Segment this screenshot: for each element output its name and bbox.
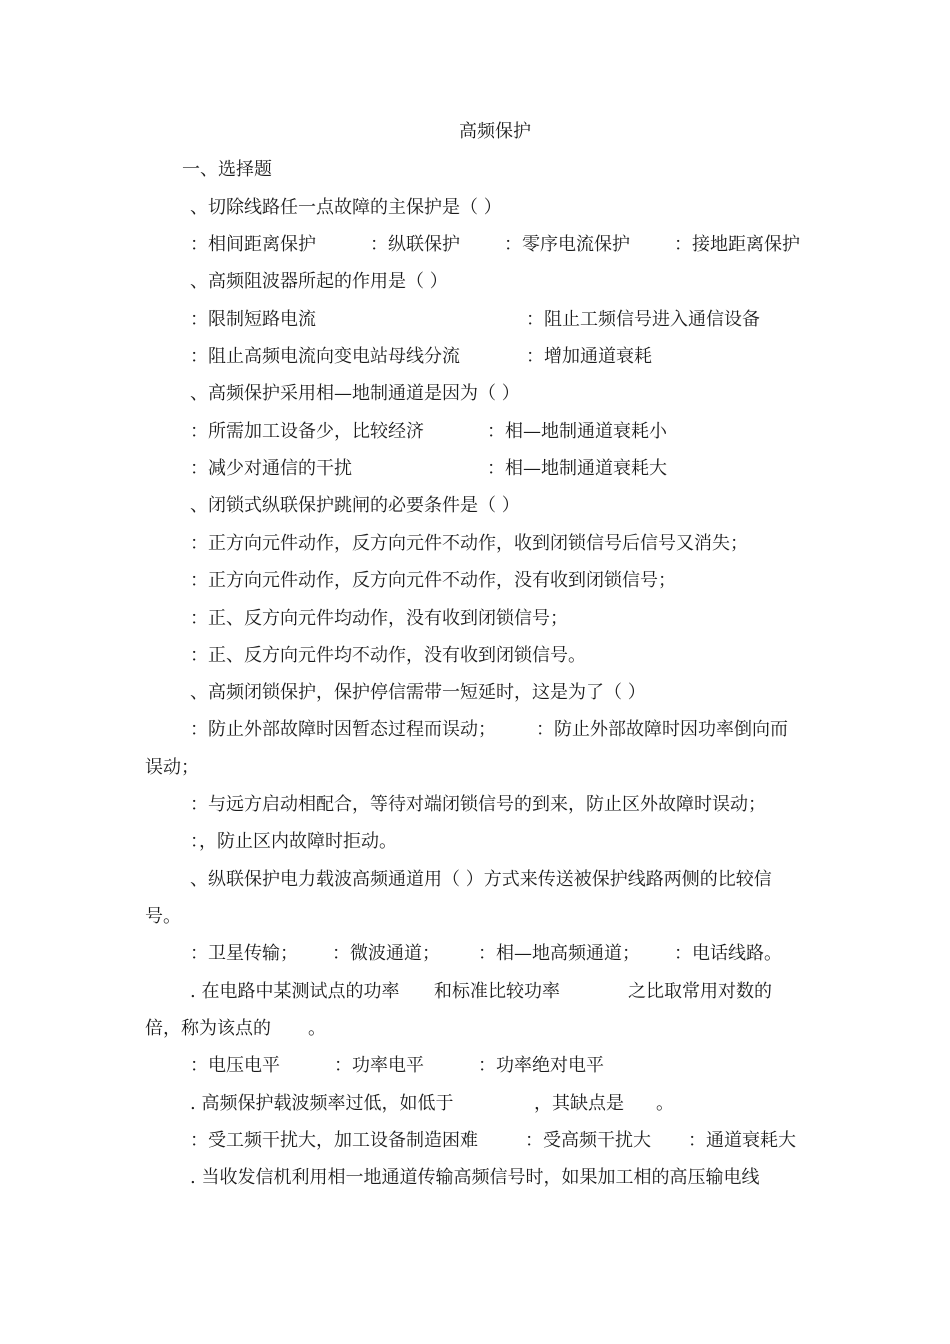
q7-option-b: ：功率电平 xyxy=(334,1055,424,1076)
q5-option-b: ：防止外部故障时因功率倒向而 xyxy=(536,719,788,740)
question-7-continued: 倍，称为该点的 xyxy=(145,1018,271,1039)
question-7-part-c: 之比取常用对数的 xyxy=(628,981,772,1002)
section-heading: 一、选择题 xyxy=(182,159,272,180)
q4-option-b: ：正方向元件动作，反方向元件不动作，没有收到闭锁信号； xyxy=(190,570,676,591)
q6-option-d: ：电话线路。 xyxy=(674,943,782,964)
question-2: 、高频阻波器所起的作用是（ ） xyxy=(190,271,448,292)
question-3: 、高频保护采用相—地制通道是因为（ ） xyxy=(190,383,520,404)
question-9: . 当收发信机利用相一地通道传输高频信号时，如果加工相的高压输电线 xyxy=(190,1167,760,1188)
question-7-part-b: 和标准比较功率 xyxy=(434,981,560,1002)
q2-option-d: ：增加通道衰耗 xyxy=(526,346,652,367)
q6-option-c: ：相—地高频通道； xyxy=(478,943,640,964)
q8-option-a: ：受工频干扰大，加工设备制造困难 xyxy=(190,1130,478,1151)
q1-option-a: ：相间距离保护 xyxy=(190,234,316,255)
q3-option-c: ：减少对通信的干扰 xyxy=(190,458,352,479)
q1-option-b: ：纵联保护 xyxy=(370,234,460,255)
q8-option-b: ：受高频干扰大 xyxy=(525,1130,651,1151)
question-6: 、纵联保护电力载波高频通道用（ ）方式来传送被保护线路两侧的比较信 xyxy=(190,869,772,890)
q8-option-c: ：通道衰耗大 xyxy=(688,1130,796,1151)
question-8: . 高频保护载波频率过低，如低于 xyxy=(190,1093,454,1114)
question-5: 、高频闭锁保护，保护停信需带一短延时，这是为了（ ） xyxy=(190,682,646,703)
q2-option-c: ：阻止高频电流向变电站母线分流 xyxy=(190,346,460,367)
q1-option-d: ：接地距离保护 xyxy=(674,234,800,255)
question-6-continued: 号。 xyxy=(145,906,181,927)
question-1: 、切除线路任一点故障的主保护是（ ） xyxy=(190,197,502,218)
question-8-end: 。 xyxy=(656,1093,674,1114)
q4-option-a: ：正方向元件动作，反方向元件不动作，收到闭锁信号后信号又消失； xyxy=(190,533,748,554)
question-7: . 在电路中某测试点的功率 xyxy=(190,981,400,1002)
q5-option-b-continued: 误动； xyxy=(145,757,199,778)
q5-option-a: ：防止外部故障时因暂态过程而误动； xyxy=(190,719,496,740)
q6-option-b: ：微波通道； xyxy=(332,943,440,964)
q5-option-d: ：，防止区内故障时拒动。 xyxy=(190,831,397,852)
page-title: 高频保护 xyxy=(459,121,531,142)
q2-option-a: ：限制短路电流 xyxy=(190,309,316,330)
q4-option-d: ：正、反方向元件均不动作，没有收到闭锁信号。 xyxy=(190,645,586,666)
q3-option-b: ：相—地制通道衰耗小 xyxy=(487,421,667,442)
q4-option-c: ：正、反方向元件均动作，没有收到闭锁信号； xyxy=(190,608,568,629)
q7-option-c: ：功率绝对电平 xyxy=(478,1055,604,1076)
q5-option-c: ：与远方启动相配合，等待对端闭锁信号的到来，防止区外故障时误动； xyxy=(190,794,766,815)
question-8-part-b: ，其缺点是 xyxy=(534,1093,624,1114)
q3-option-d: ：相—地制通道衰耗大 xyxy=(487,458,667,479)
q1-option-c: ：零序电流保护 xyxy=(504,234,630,255)
q3-option-a: ：所需加工设备少，比较经济 xyxy=(190,421,424,442)
question-7-end: 。 xyxy=(308,1018,326,1039)
question-4: 、闭锁式纵联保护跳闸的必要条件是（ ） xyxy=(190,495,520,516)
q6-option-a: ：卫星传输； xyxy=(190,943,298,964)
q2-option-b: ：阻止工频信号进入通信设备 xyxy=(526,309,760,330)
q7-option-a: ：电压电平 xyxy=(190,1055,280,1076)
